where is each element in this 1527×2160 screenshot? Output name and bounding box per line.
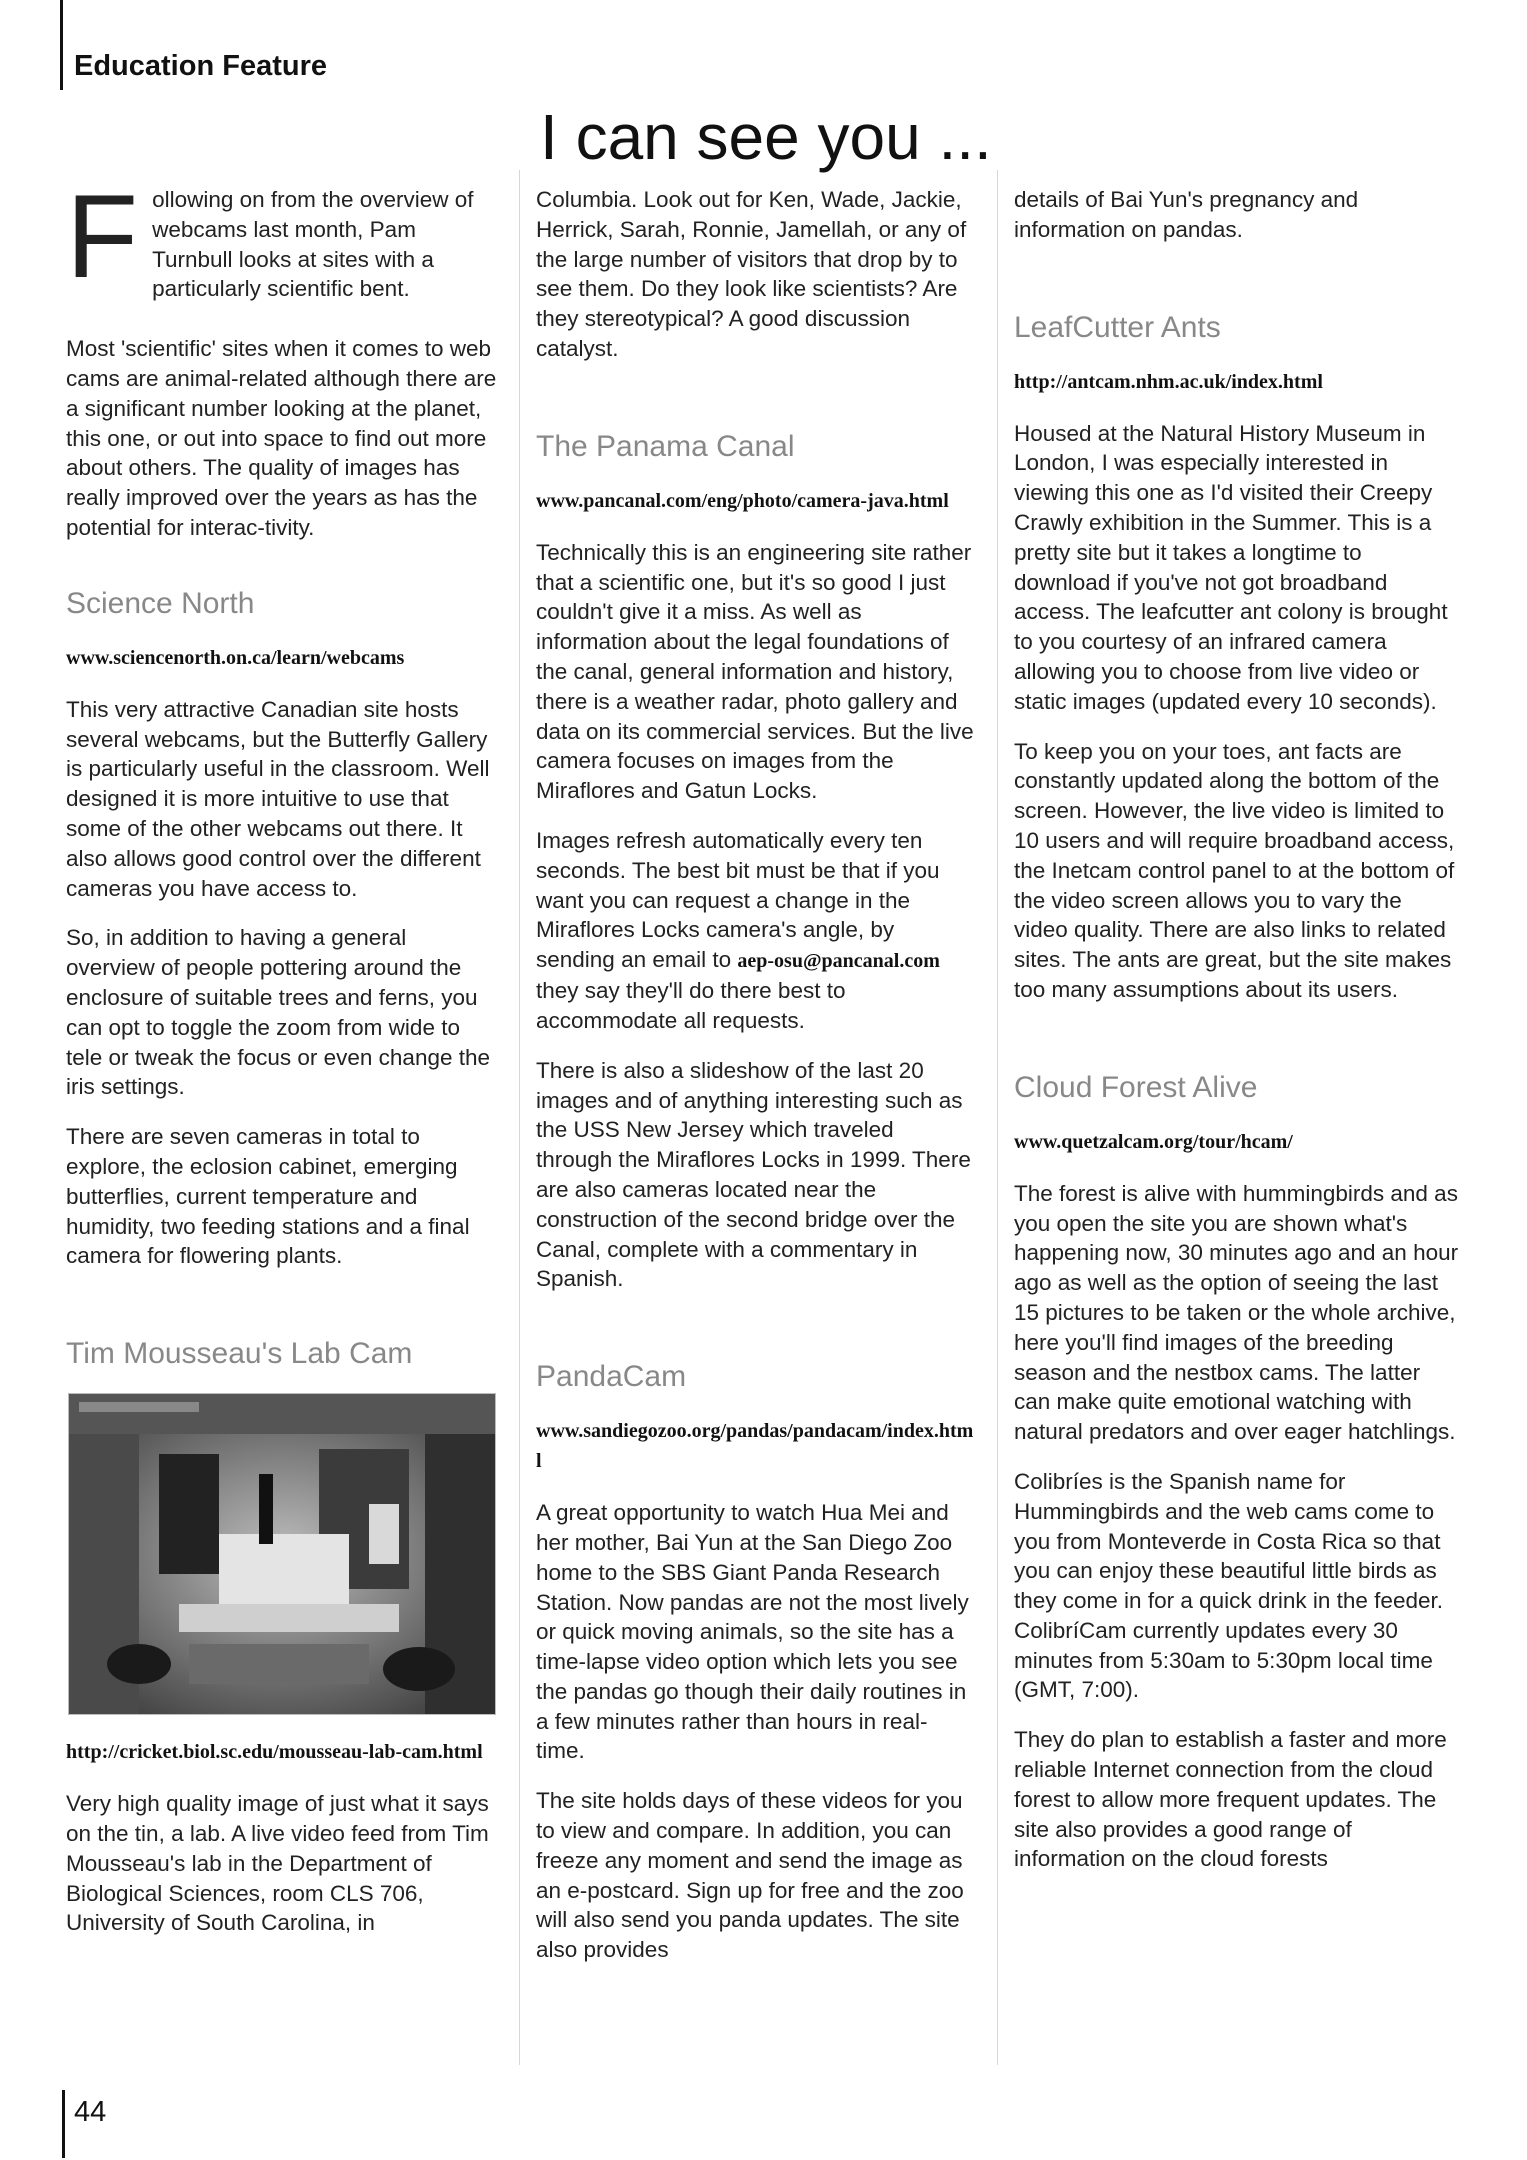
panama-paragraph-1: Technically this is an engineering site rather that a scientific one, but it's so good I just couldn't give it a miss. As well as information about the legal foundations of the canal, general information and history, there is a weather radar, photo gallery and data on its commercial services. But the live camera focuses on images from the Miraflores and Gatun Locks. (536, 539, 974, 804)
section-label: Education Feature (74, 50, 327, 82)
intro-paragraph: Most 'scientific' sites when it comes to web cams are animal-related although there are a significant number looking at the planet, this one, or out into space to find out more about others. The quality of images has really improved over the years as has the potential for interac-tivity. (66, 336, 497, 540)
page-title: I can see you ... (540, 101, 992, 173)
url-cloud-forest[interactable]: www.quetzalcam.org/tour/hcam/ (1014, 1130, 1293, 1153)
footer-rule (62, 2090, 65, 2158)
ants-paragraph-2: To keep you on your toes, ant facts are constantly updated along the bottom of the screen. However, the live video is limited to 10 users and will require broadband access, the Inetcam control panel to at the bottom of the video screen allows you to vary the video quality. There are also links to related sites. The ants are great, but the site makes too many assumptions about its users. (1014, 738, 1455, 1002)
page-number: 44 (74, 2096, 107, 2128)
column-1 (66, 171, 498, 1958)
lab-cam-photo (68, 1393, 496, 1715)
column-divider (997, 170, 998, 2065)
intro (66, 171, 498, 543)
email-link[interactable]: aep-osu@pancanal.com (737, 950, 940, 973)
url-leafcutter-ants[interactable]: http://antcam.nhm.ac.uk/index.html (1014, 370, 1323, 393)
cloud-forest-paragraph-2: Colibríes is the Spanish name for Hummingbirds and the web cams come to you from Monteverde in Costa Rica so that you can enjoy these beautiful little birds as they come in for a quick drink in the feeder. ColibríCam currently updates every 30 minutes from 5:30am to 5:30pm local time (GMT, 7:00). (1014, 1468, 1443, 1703)
science-north-paragraph-1: This very attractive Canadian site hosts several webcams, but the Butterfly Gallery is particularly useful in the classroom. Well designed it is more intuitive to use that some of the other webcams out there. It also allows good control over the different cameras you have access to. (66, 696, 490, 901)
heading-leafcutter-ants: LeafCutter Ants (1014, 310, 1221, 344)
ants-paragraph-1: Housed at the Natural History Museum in London, I was especially interested in viewing this one as I'd visited their Creepy Crawly exhibition in the Summer. This is a pretty site but it takes a longtime to download if you've not got broadband access. The leafcutter ant colony is brought to you courtesy of an infrared camera allowing you to choose from live video or static images (updated every 10 seconds). (1014, 420, 1448, 714)
url-science-north[interactable]: www.sciencenorth.on.ca/learn/webcams (66, 646, 405, 669)
panda-paragraph-2: The site holds days of these videos for you to view and compare. In addition, you can freeze any moment and send the image as an e-postcard. Sign up for free and the zoo will also send you panda updates. The site also provides (536, 1788, 964, 1963)
science-north-paragraph-2: So, in addition to having a general overview of people pottering around the enclosure of suitable trees and ferns, you can opt to toggle the zoom from wide to tele or tweak the focus or even change the iris settings. (66, 925, 491, 1100)
cloud-forest-paragraph-3: They do plan to establish a faster and more reliable Internet connection from the cloud forest to allow more frequent updates. The site also provides a good range of information on the cloud forests (1014, 1727, 1447, 1872)
url-lab-cam[interactable]: http://cricket.biol.sc.edu/mousseau-lab-cam.html (66, 1741, 483, 1764)
column-divider (519, 170, 520, 2065)
dropcap: F (66, 171, 139, 303)
panda-paragraph-1: A great opportunity to watch Hua Mei and her mother, Bai Yun at the San Diego Zoo home to the SBS Giant Panda Research Station. Now pandas are not the most lively or quick moving animals, so the site has a time-lapse video option which lets you see the pandas go though their daily routines in a few minutes rather than hours in real-time. (536, 1500, 969, 1764)
heading-cloud-forest: Cloud Forest Alive (1014, 1070, 1258, 1104)
header-rule (60, 0, 63, 90)
heading-pandacam: PandaCam (536, 1360, 687, 1394)
lab-cam-paragraph-1: Very high quality image of just what it says on the tin, a lab. A live video feed from Tim Mousseau's lab in the Department of Biological Sciences, room CLS 706, University of South Carolina, in (66, 1791, 489, 1936)
science-north-paragraph-3: There are seven cameras in total to explore, the eclosion cabinet, emerging butterflies, current temperature and humidity, two feeding stations and a final camera for flowering plants. (66, 1124, 470, 1269)
url-pandacam[interactable]: www.sandiegozoo.org/pandas/pandacam/index.html (536, 1420, 974, 1473)
url-panama-canal[interactable]: www.pancanal.com/eng/photo/camera-java.html (536, 489, 949, 512)
column-2 (536, 185, 976, 1985)
heading-lab-cam: Tim Mousseau's Lab Cam (66, 1337, 413, 1371)
cloud-forest-paragraph-1: The forest is alive with hummingbirds and as you open the site you are shown what's happening now, 30 minutes ago and an hour ago as well as the option of seeing the last 15 pictures to be taken or the whole archive, here you'll find images of the breeding season and the nestbox cams. The latter can make quite emotional watching with natural predators and over eager hatchlings. (1014, 1180, 1459, 1445)
panama-paragraph-3: There is also a slideshow of the last 20 images and of anything interesting such as the USS New Jersey which traveled through the Miraflores Locks in 1999. There are also cameras located near the construction of the second bridge over the Canal, complete with a commentary in Spanish. (536, 1057, 971, 1292)
panama-paragraph-2-b: they say they'll do there best to accommodate all requests. (536, 978, 846, 1033)
column-3 (1014, 185, 1459, 1894)
heading-panama-canal: The Panama Canal (536, 429, 795, 463)
panda-paragraph-2-continued: details of Bai Yun's pregnancy and information on pandas. (1014, 187, 1359, 242)
panama-paragraph-2-a: Images refresh automatically every ten seconds. The best bit must be that if you want you can request a change in the Miraflores Locks camera's angle, by sending an email to (536, 827, 940, 973)
panama-paragraph-2 (536, 826, 976, 1036)
intro-lead-text: ollowing on from the overview of webcams last month, Pam Turnbull looks at sites with a particularly scientific bent. (152, 187, 474, 302)
lab-cam-paragraph-1-continued: Columbia. Look out for Ken, Wade, Jackie, Herrick, Sarah, Ronnie, Jamellah, or any of the large number of visitors that drop by to see them. Do they look like scientists? Are they stereotypical? A good discussion catalyst. (536, 187, 967, 361)
heading-science-north: Science North (66, 586, 255, 620)
